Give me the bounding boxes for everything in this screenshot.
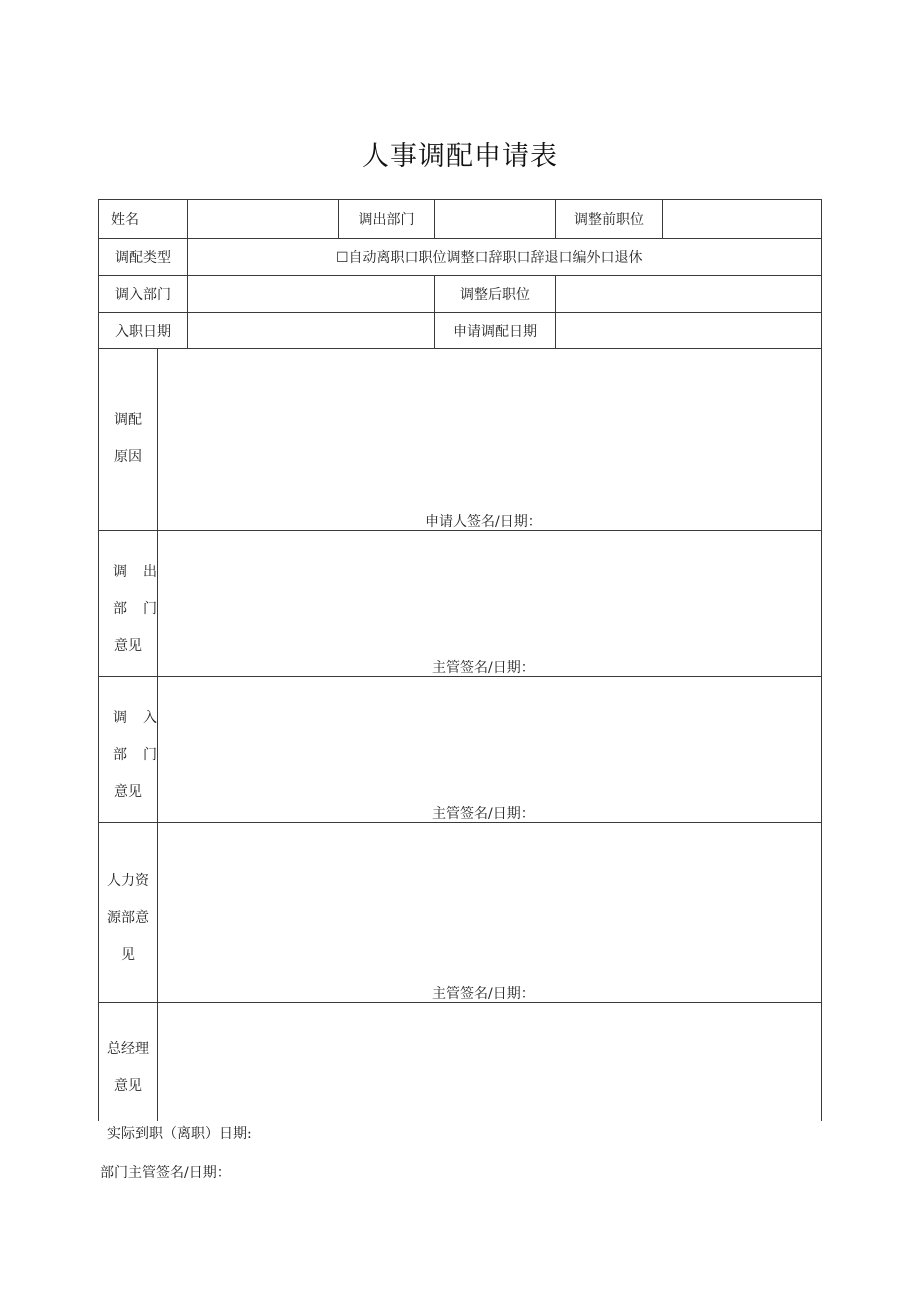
- in-dept-label: 调入部门: [115, 287, 171, 303]
- out-opinion-char: 部: [113, 601, 127, 617]
- out-dept-label: 调出部门: [358, 212, 415, 228]
- out-opinion-field[interactable]: [158, 531, 821, 651]
- out-opinion-label-line: 意见: [114, 638, 142, 654]
- type-options[interactable]: ☐自动离职口职位调整口辞职口辞退口编外口退休: [336, 250, 643, 266]
- out-opinion-char: 调: [113, 564, 127, 580]
- out-opinion-char: 门: [143, 601, 157, 617]
- post-position-field[interactable]: [556, 276, 821, 312]
- gm-opinion-label-line: 总经理: [107, 1041, 149, 1057]
- in-supervisor-signature-label: 主管签名/日期：: [432, 806, 535, 822]
- out-dept-field[interactable]: [435, 200, 555, 238]
- reason-label-line: 原因: [114, 449, 142, 465]
- hire-date-label: 入职日期: [115, 323, 171, 340]
- type-label: 调配类型: [115, 250, 171, 266]
- in-opinion-field[interactable]: [158, 677, 821, 797]
- dept-supervisor-signature-label: 部门主管签名/日期：: [100, 1165, 231, 1181]
- pre-position-label: 调整前职位: [574, 212, 644, 228]
- hr-supervisor-signature-label: 主管签名/日期：: [432, 986, 535, 1002]
- table-border-right: [821, 199, 822, 1121]
- reason-label: [99, 402, 157, 476]
- in-opinion-char: 入: [143, 710, 157, 726]
- name-field[interactable]: [188, 200, 338, 238]
- apply-date-label: 申请调配日期: [453, 323, 537, 340]
- applicant-signature-label: 申请人签名/日期：: [425, 514, 542, 530]
- in-opinion-char: 门: [143, 747, 157, 763]
- hr-opinion-label-line: 见: [121, 947, 135, 963]
- out-opinion-char: 出: [143, 564, 157, 580]
- in-opinion-label: [99, 700, 157, 811]
- hr-opinion-label-line: 人力资: [107, 873, 149, 889]
- actual-date-label: 实际到职（离职）日期:: [107, 1126, 252, 1142]
- in-dept-field[interactable]: [188, 276, 434, 312]
- reason-field[interactable]: [158, 349, 821, 509]
- in-opinion-char: 部: [113, 747, 127, 763]
- hr-opinion-label: [99, 863, 157, 974]
- pre-position-field[interactable]: [663, 200, 821, 238]
- gm-opinion-label-line: 意见: [114, 1078, 142, 1094]
- apply-date-field[interactable]: [556, 313, 821, 348]
- out-supervisor-signature-label: 主管签名/日期：: [432, 660, 535, 676]
- hr-opinion-label-line: 源部意: [107, 910, 149, 926]
- out-opinion-label: [99, 554, 157, 665]
- post-position-label: 调整后职位: [460, 287, 530, 303]
- in-opinion-char: 调: [113, 710, 127, 726]
- gm-opinion-field[interactable]: [158, 1003, 821, 1121]
- gm-opinion-label: [99, 1031, 157, 1105]
- in-opinion-label-line: 意见: [114, 784, 142, 800]
- page-title: 人事调配申请表: [362, 141, 558, 172]
- reason-label-line: 调配: [114, 412, 142, 428]
- name-label: 姓名: [111, 212, 139, 228]
- hr-opinion-field[interactable]: [158, 823, 821, 978]
- hire-date-field[interactable]: [188, 313, 434, 348]
